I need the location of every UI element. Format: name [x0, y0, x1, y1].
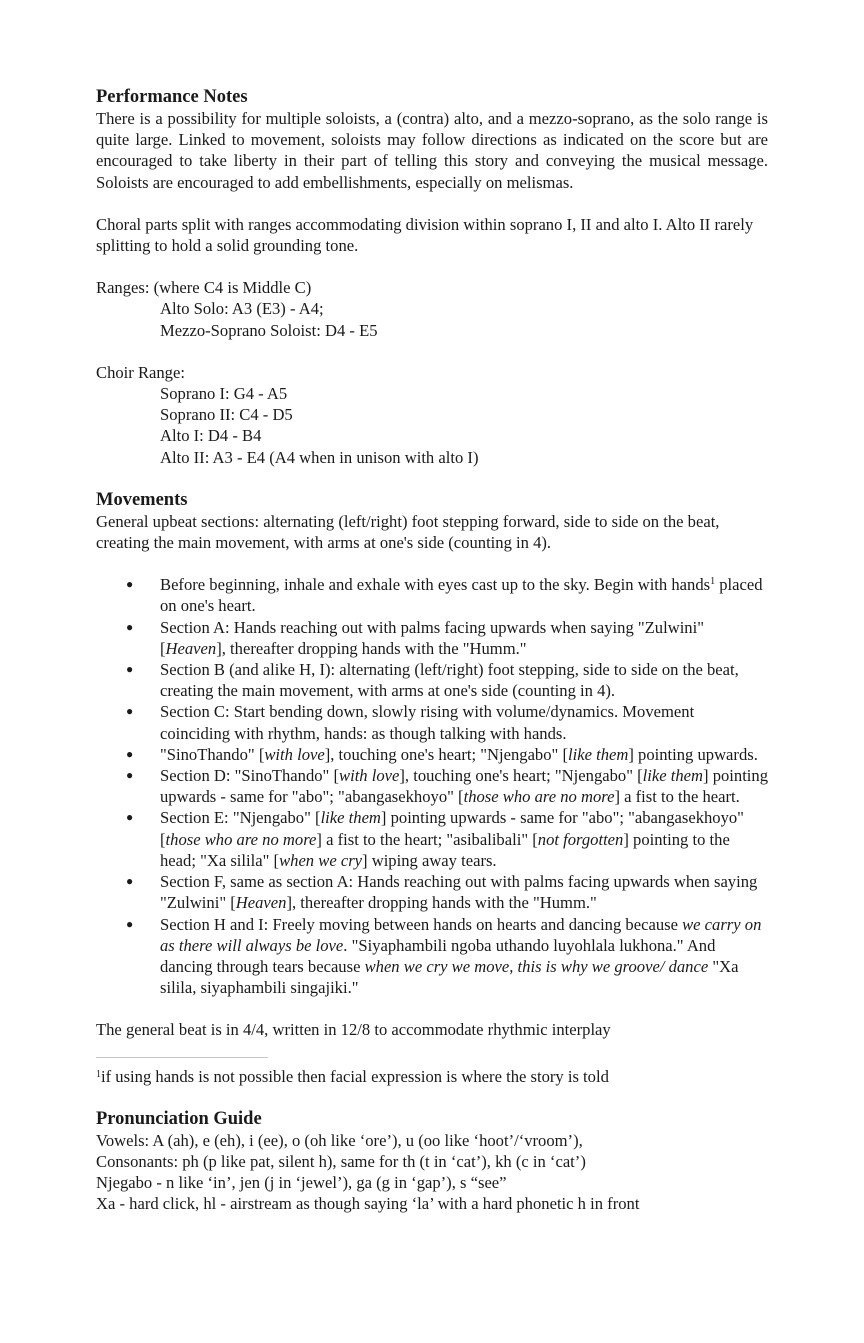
performance-notes-section	[96, 86, 768, 468]
movements-intro: General upbeat sections: alternating (left/right) foot stepping forward, side to side on the beat, creating the main movement, with arms at one's side (counting in 4).	[96, 511, 720, 553]
choir-range-item: Soprano II: C4 - D5	[160, 405, 293, 425]
bullet-icon: ●	[126, 662, 134, 677]
list-item: ● Section C: Start bending down, slowly rising with volume/dynamics. Movement coinciding with rhythm, hands: as though talking with hands.	[126, 702, 695, 743]
range-item: Mezzo-Soprano Soloist: D4 - E5	[160, 320, 378, 340]
list-item: ● Section A: Hands reaching out with palms facing upwards when saying "Zulwini" [Heaven], thereafter dropping hands with the "Humm."	[126, 617, 704, 658]
performance-notes-heading: Performance Notes	[96, 87, 248, 107]
movements-section	[96, 489, 768, 1041]
range-item: Alto Solo: A3 (E3) - A4;	[160, 299, 324, 319]
footnote-ref[interactable]: 1	[710, 576, 716, 588]
bullet-icon: ●	[126, 768, 134, 783]
pronunciation-line: Xa - hard click, hl - airstream as though saying ‘la’ with a hard phonetic h in front	[96, 1194, 640, 1214]
list-item: ● Section F, same as section A: Hands reaching out with palms facing upwards when saying "Zulwini" [Heaven], thereafter dropping hands with the "Humm."	[126, 872, 758, 913]
footnote	[96, 1066, 768, 1087]
bullet-icon: ●	[126, 704, 134, 719]
movements-list	[96, 574, 768, 998]
list-item: ● Section B (and alike H, I): alternating (left/right) foot stepping, side to side on the beat, creating the main movement, with arms at one's side (counting in 4).	[126, 660, 739, 701]
footnote-divider	[96, 1057, 268, 1058]
bullet-icon: ●	[126, 916, 134, 931]
movements-heading: Movements	[96, 489, 188, 510]
choir-range-label: Choir Range:	[96, 362, 185, 382]
list-item: ● Section D: "SinoThando" [with love], touching one's heart; "Njengabo" [like them] pointing upwards - same for "abo"; "abangasekhoyo" [those who are no more] a fist to the heart.	[126, 766, 769, 807]
list-item: ● Section H and I: Freely moving between hands on hearts and dancing because we carry on as there will always be love. "Siyaphambili ngoba uthando luyohlala lukhona." And dancing through tears because when we cry we move, this is why we groove/ dance "Xa silila, siyaphambili singajiki."	[126, 914, 762, 998]
list-item: ● Section E: "Njengabo" [like them] pointing upwards - same for "abo"; "abangasekhoyo" [those who are no more] a fist to the heart; "asibalibali" [not forgotten] pointing to the head; "Xa silila" [when we cry] wiping away tears.	[126, 808, 744, 870]
list-item: ● Before beginning, inhale and exhale with eyes cast up to the sky. Begin with hands$^1$ placed on one's heart.	[126, 575, 763, 616]
choir-range-item: Alto I: D4 - B4	[160, 426, 262, 446]
beat-note: The general beat is in 4/4, written in 12/8 to accommodate rhythmic interplay	[96, 1020, 611, 1040]
performance-notes-paragraph: There is a possibility for multiple soloists, a (contra) alto, and a mezzo-soprano, as the solo range is quite large. Linked to movement, soloists may follow directions as indicated on the score but are encouraged to take liberty in their part of telling this story and conveying the musical message. Soloists are encouraged to add embellishments, especially on melismas.	[96, 109, 768, 192]
choir-range-item: Soprano I: G4 - A5	[160, 384, 288, 404]
pronunciation-line: Vowels: A (ah), e (eh), i (ee), o (oh like ‘ore’), u (oo like ‘hoot’/‘vroom’),	[96, 1130, 583, 1150]
ranges-label: Ranges: (where C4 is Middle C)	[96, 278, 312, 298]
pronunciation-line: Consonants: ph (p like pat, silent h), same for th (t in ‘cat’), kh (c in ‘cat’)	[96, 1151, 586, 1171]
bullet-icon: ●	[126, 810, 134, 825]
bullet-icon: ●	[126, 874, 134, 889]
footnote-mark: 1	[96, 1068, 101, 1080]
choral-parts-paragraph: Choral parts split with ranges accommodating division within soprano I, II and alto I. Alto II rarely splitting to hold a solid grounding tone.	[96, 214, 754, 256]
bullet-icon: ●	[126, 746, 134, 761]
list-item: ● "SinoThando" [with love], touching one's heart; "Njengabo" [like them] pointing upwards.	[126, 744, 758, 764]
choir-range-item: Alto II: A3 - E4 (A4 when in unison with alto I)	[160, 447, 479, 467]
pronunciation-heading: Pronunciation Guide	[96, 1108, 262, 1129]
bullet-icon: ●	[126, 577, 134, 592]
footnote-text: if using hands is not possible then facial expression is where the story is told	[101, 1066, 609, 1086]
pronunciation-section	[96, 1108, 768, 1215]
bullet-icon: ●	[126, 619, 134, 634]
pronunciation-line: Njegabo - n like ‘in’, jen (j in ‘jewel’), ga (g in ‘gap’), s “see”	[96, 1173, 507, 1193]
